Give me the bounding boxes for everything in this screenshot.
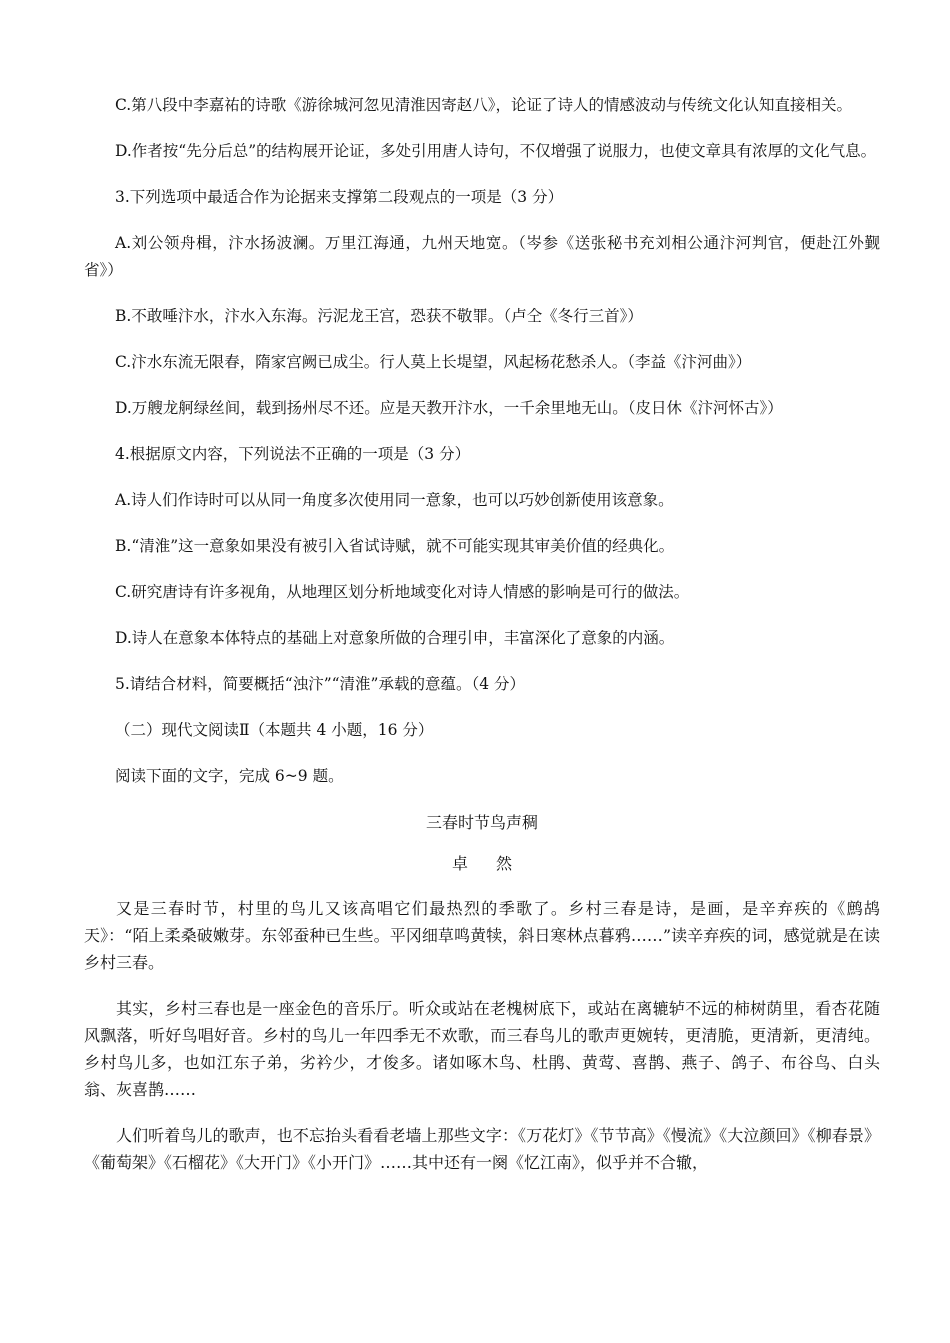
q3-option-a: A.刘公领舟楫，汴水扬波澜。万里江海通，九州天地宽。（岑参《送张秘书充刘相公通汴河判官，便赴江外觐省》） xyxy=(84,234,880,279)
q3-option-d: D.万艘龙舸绿丝间，载到扬州尽不还。应是天教开汴水，一千余里地无山。（皮日休《汴河怀古》） xyxy=(115,399,783,417)
q4-option-b: B.“清淮”这一意象如果没有被引入省试诗赋，就不可能实现其审美价值的经典化。 xyxy=(115,537,675,555)
article-paragraph-3: 人们听着鸟儿的歌声，也不忘抬头看看老墙上那些文字：《万花灯》《节节高》《慢流》《大泣颜回》《柳春景》《葡萄架》《石榴花》《大开门》《小开门》……其中还有一阕《忆江南》，似乎并不合辙， xyxy=(84,1126,880,1172)
article-author: 卓然 xyxy=(451,854,540,873)
q4-option-c: C.研究唐诗有许多视角，从地理区划分析地域变化对诗人情感的影响是可行的做法。 xyxy=(115,583,690,601)
q4-stem: 4.根据原文内容，下列说法不正确的一项是（3 分） xyxy=(115,445,471,463)
article-paragraph-1: 又是三春时节，村里的鸟儿又该高唱它们最热烈的季歌了。乡村三春是诗，是画，是辛弃疾的《鹧鸪天》：“陌上柔桑破嫩芽。东邻蚕种已生些。平冈细草鸣黄犊，斜日寒林点暮鸦……”读辛弃疾的词，感觉就是在读乡村三春。 xyxy=(84,899,880,972)
q4-option-a: A.诗人们作诗时可以从同一角度多次使用同一意象，也可以巧妙创新使用该意象。 xyxy=(115,491,674,509)
q3-option-b: B.不敢唾汴水，汴水入东海。污泥龙王宫，恐获不敬罪。（卢仝《冬行三首》） xyxy=(115,307,643,325)
q2-option-d: D.作者按“先分后总”的结构展开论证，多处引用唐人诗句，不仅增强了说服力，也使文章具有浓厚的文化气息。 xyxy=(115,142,877,160)
reading-instruction: 阅读下面的文字，完成 6~9 题。 xyxy=(115,767,344,785)
section-heading: （二）现代文阅读Ⅱ（本题共 4 小题，16 分） xyxy=(115,721,434,739)
q3-stem: 3.下列选项中最适合作为论据来支撑第二段观点的一项是（3 分） xyxy=(115,188,564,206)
q3-option-c: C.汴水东流无限春，隋家宫阙已成尘。行人莫上长堤望，风起杨花愁杀人。（李益《汴河曲》） xyxy=(115,353,752,371)
q2-option-c: C.第八段中李嘉祐的诗歌《游徐城河忽见清淮因寄赵八》，论证了诗人的情感波动与传统文化认知直接相关。 xyxy=(115,96,852,114)
q4-option-d: D.诗人在意象本体特点的基础上对意象所做的合理引申，丰富深化了意象的内涵。 xyxy=(115,629,675,647)
article-paragraph-2: 其实，乡村三春也是一座金色的音乐厅。听众或站在老槐树底下，或站在离辘轳不远的柿树荫里，看杏花随风飘落，听好鸟唱好音。乡村的鸟儿一年四季无不欢歌，而三春鸟儿的歌声更婉转，更清脆，更清新，更清纯。乡村鸟儿多，也如江东子弟，劣衿少，才俊多。诸如啄木鸟、杜鹃、黄莺、喜鹊、燕子、鸽子、布谷鸟、白头翁、灰喜鹊…… xyxy=(84,999,880,1099)
article-title: 三春时节鸟声稠 xyxy=(425,813,538,832)
q5-stem: 5.请结合材料，简要概括“浊汴”“清淮”承载的意蕴。（4 分） xyxy=(115,675,526,693)
